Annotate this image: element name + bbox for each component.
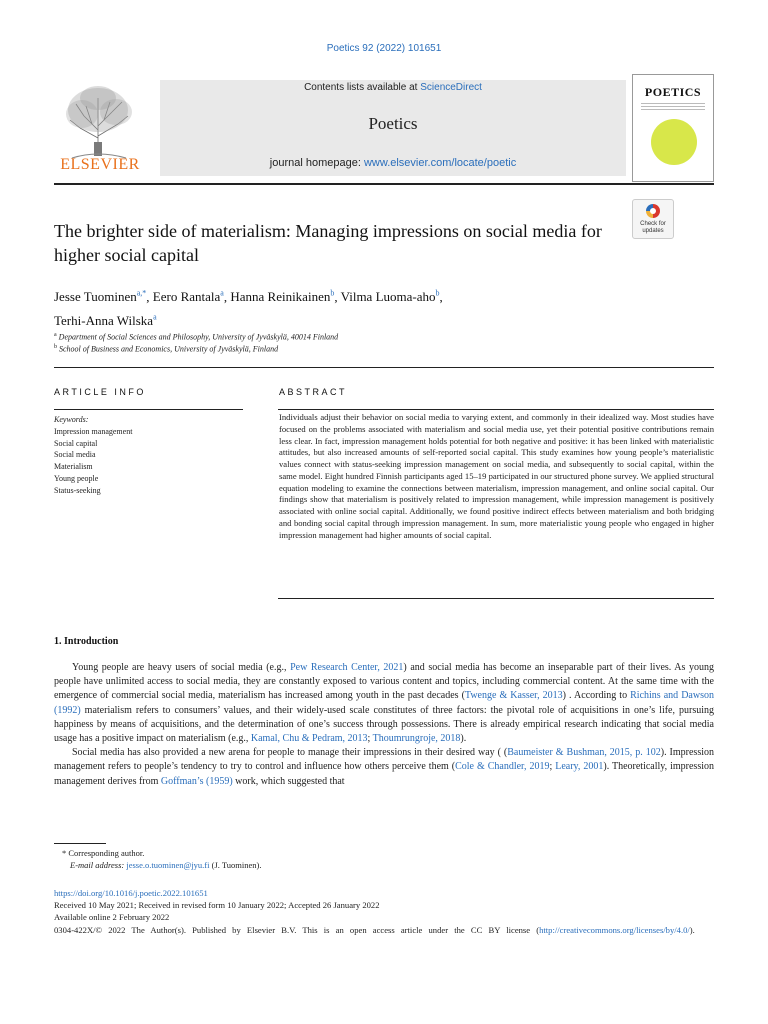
author-2-affil[interactable]: a xyxy=(220,289,224,298)
paragraph-text: ). Theoretically, impression management derives from xyxy=(54,761,714,787)
author-1[interactable]: Jesse Tuominen$^{a,*}$ xyxy=(54,289,147,305)
journal-homepage-link[interactable]: www.elsevier.com/locate/poetic xyxy=(363,157,517,169)
elsevier-logo xyxy=(54,80,146,176)
paragraph-text: work, which suggested that xyxy=(232,775,345,787)
keyword[interactable]: Social capital xyxy=(54,438,98,448)
author-3-affil[interactable]: b xyxy=(330,289,335,298)
keyword[interactable]: Impression management xyxy=(54,426,133,436)
corresponding-author-note: * Corresponding author. xyxy=(62,848,145,858)
journal-homepage xyxy=(160,157,626,169)
contents-line xyxy=(160,82,626,93)
abstract-rule xyxy=(278,409,714,410)
paragraph-text: materialism refers to consumers’ values, and their widely-used scale constitutes of three factors: the pivotal role of acquisitions in one’s life, pursuing happiness by means of acquisitions, and the determination of one’s success through possessions. There is already empirical research indicating that social media usage has a positive impact on materialism (e.g., xyxy=(54,704,714,745)
intro-paragraph-2 xyxy=(54,746,714,789)
email-label: E-mail address: xyxy=(70,860,125,870)
intro-paragraph-1 xyxy=(54,661,714,746)
author-1-affil[interactable]: a,* xyxy=(136,289,147,298)
doi-link[interactable]: https://doi.org/10.1016/j.poetic.2022.101651 xyxy=(54,888,208,898)
received-dates: Received 10 May 2021; Received in revised form 10 January 2022; Accepted 26 January 2022 xyxy=(54,900,380,911)
citation-link[interactable]: Thoumrungroje, 2018 xyxy=(372,733,461,745)
citation-link[interactable]: Pew Research Center, 2021 xyxy=(290,662,404,673)
affiliation-a: $^a$ Department of Social Sciences and Philosophy, University of Jyväskylä, 40014 Finland xyxy=(54,332,339,342)
paragraph-text: ; xyxy=(367,733,373,745)
citation-link[interactable]: Leary, 2001 xyxy=(555,761,604,773)
header-divider xyxy=(54,183,714,185)
available-online: Available online 2 February 2022 xyxy=(54,912,170,923)
crossmark-icon xyxy=(646,204,660,218)
journal-reference[interactable]: Poetics 92 (2022) 101651 xyxy=(326,43,442,54)
contents-prefix: Contents lists available at xyxy=(304,82,421,93)
author-5-affil[interactable]: a xyxy=(153,312,157,322)
journal-cover-thumbnail[interactable] xyxy=(632,74,714,182)
article-title: The brighter side of materialism: Managing impressions on social media for higher social capital xyxy=(54,221,602,265)
abstract-text: Individuals adjust their behavior on social media to varying extent, and commonly in their idealized way. Most studies have focused on the problems associated with materialism and social media use, yet their potential positive contributions remain less clear. In fact, impression management holds potential for both negative and positive: it has been linked with materialistic attitudes, but also increased amounts of self-reported social capital. This study examines how young people’s materialistic values connect with status-seeking impression management on social media, and subsequently to social capital, within the same model. Eight hundred Finnish participants aged 15–19 participated in our structured phone survey. We applied structural equation modeling to examine the connections between materialism, impression management, and online social capital. Our findings show that materialism is positively related to impression management, while impression management is positively associated with online social capital. Additionally, we found positive indirect effects between materialism and both bridging and bonding social capital through impression management. In sum, more materialistic young people who engaged in higher impression management had higher amounts of social capital. xyxy=(279,412,714,540)
author-4[interactable]: Vilma Luoma-aho$^b$ xyxy=(340,289,440,305)
keywords-list xyxy=(54,414,243,497)
keywords-heading: Keywords: xyxy=(54,415,89,424)
introduction-heading: 1. Introduction xyxy=(54,636,119,647)
author-email-link[interactable]: jesse.o.tuominen@jyu.fi xyxy=(126,860,210,870)
article-info-rule xyxy=(54,409,243,410)
affiliation-b: $^b$ School of Business and Economics, University of Jyväskylä, Finland xyxy=(54,344,279,354)
abstract-bottom-rule xyxy=(278,598,714,599)
paragraph-text: ). xyxy=(460,733,467,745)
journal-title: Poetics xyxy=(368,114,418,133)
citation-link[interactable]: Richins and Dawson (1992) xyxy=(54,690,714,716)
keyword[interactable]: Social media xyxy=(54,450,96,460)
email-note: E-mail address: jesse.o.tuominen@jyu.fi (J. Tuominen). xyxy=(70,860,262,870)
check-for-updates-button[interactable] xyxy=(632,199,674,239)
paragraph-text: ) . According to xyxy=(562,690,631,702)
author-2[interactable]: Eero Rantala$^a$ xyxy=(152,289,224,305)
paragraph-text: Social media has also provided a new arena for people to manage their impressions in their desired way ( ( xyxy=(72,747,508,759)
citation-link[interactable]: Goffman’s (1959) xyxy=(160,775,233,787)
keyword[interactable]: Materialism xyxy=(54,462,93,472)
affiliation-divider xyxy=(54,367,714,368)
paragraph-text: ) and social media has become an inseparable part of their lives. As young people have unlimited access to social media, they are constantly exposed to various content and topics, including commercial content. At the same time with the emergence of commercial social media, materialism has increased among youth in the past decades ( xyxy=(54,662,714,702)
citation-link[interactable]: Twenge & Kasser, 2013 xyxy=(464,690,563,702)
author-5[interactable]: Terhi-Anna Wilska$^a$ xyxy=(54,312,157,328)
keyword[interactable]: Young people xyxy=(54,473,99,483)
paragraph-text: ). Impression management refers to people’s tendency to try to control and influence how others perceive them ( xyxy=(54,747,714,773)
homepage-prefix: journal homepage: xyxy=(269,157,364,169)
cover-title: POETICS xyxy=(644,85,702,99)
article-info-heading: ARTICLE INFO xyxy=(54,387,146,397)
citation-link[interactable]: Baumeister & Bushman, 2015, p. 102 xyxy=(507,747,661,759)
abstract-heading: ABSTRACT xyxy=(279,387,348,397)
keyword[interactable]: Status-seeking xyxy=(54,485,101,495)
paragraph-text: Young people are heavy users of social media (e.g., xyxy=(72,662,291,673)
author-list: Jesse Tuominen$^{a,*}$, Eero Rantala$^a$, Hanna Reinikainen$^b$, Vilma Luoma-aho$^b$, Terhi-Anna Wilska$^a$ xyxy=(54,289,443,328)
publication-info xyxy=(54,887,714,936)
sciencedirect-link[interactable]: ScienceDirect xyxy=(420,82,482,93)
check-for-updates-label: Check for updates xyxy=(640,221,666,234)
footnote-divider xyxy=(54,843,106,844)
license-link[interactable]: http://creativecommons.org/licenses/by/4.0/ xyxy=(539,924,690,935)
paragraph-text: ; xyxy=(549,761,556,773)
elsevier-wordmark: ELSEVIER xyxy=(60,156,140,173)
cover-circle-graphic xyxy=(651,119,697,165)
license-statement: 0304-422X/© 2022 The Author(s). Published by Elsevier B.V. This is an open access article under the CC BY license (http://creativecommons.org/licenses/by/4.0/). xyxy=(54,924,695,935)
citation-link[interactable]: Kamal, Chu & Pedram, 2013 xyxy=(250,733,368,745)
author-4-affil[interactable]: b xyxy=(435,289,440,298)
citation-link[interactable]: Cole & Chandler, 2019 xyxy=(455,761,550,773)
author-3[interactable]: Hanna Reinikainen$^b$ xyxy=(230,289,335,305)
cover-subtitle-lines xyxy=(641,103,705,113)
introduction-body xyxy=(54,661,714,789)
